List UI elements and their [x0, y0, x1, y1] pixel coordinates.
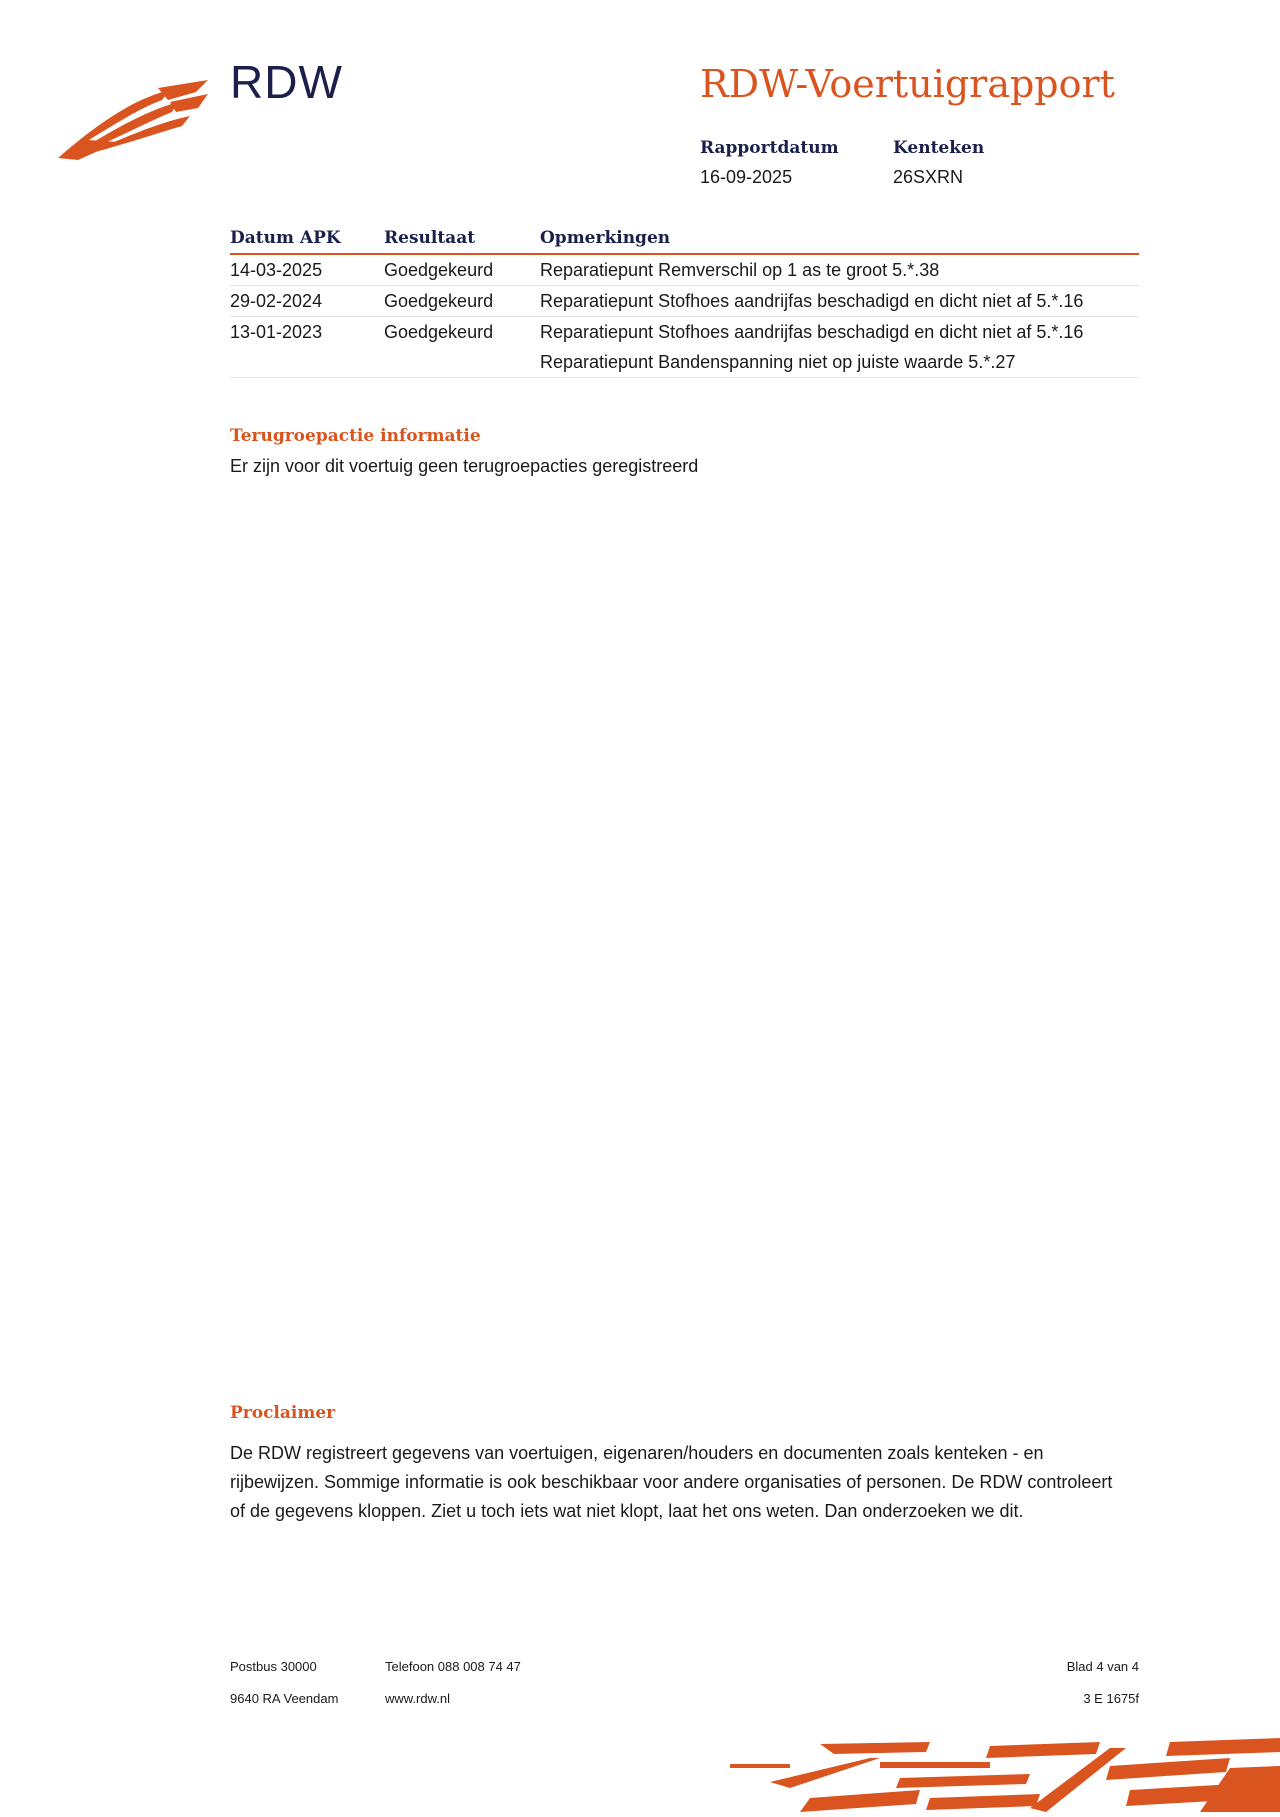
apk-remark-line: Reparatiepunt Stofhoes aandrijfas beschadigd en dicht niet af 5.*.16: [540, 322, 1084, 342]
apk-result: Goedgekeurd: [384, 254, 540, 286]
recall-section-title: Terugroepactie informatie: [230, 426, 481, 446]
footer-web: www.rdw.nl: [385, 1691, 451, 1706]
apk-date: 14-03-2025: [230, 254, 384, 286]
table-row: [230, 317, 1139, 378]
apk-table-header: [230, 224, 1139, 254]
apk-remark-line: Reparatiepunt Bandenspanning niet op juiste waarde 5.*.27: [540, 352, 1016, 372]
decorative-stripes-icon: [730, 1738, 1280, 1817]
proclaimer-title: Proclaimer: [230, 1403, 336, 1423]
apk-result: Goedgekeurd: [384, 286, 540, 317]
rdw-wing-logo-icon: [58, 80, 208, 165]
column-header-result: Resultaat: [384, 224, 540, 254]
recall-text: Er zijn voor dit voertuig geen terugroepacties geregistreerd: [230, 456, 699, 476]
column-header-date: Datum APK: [230, 224, 384, 254]
apk-result: Goedgekeurd: [384, 317, 540, 378]
table-row: [230, 286, 1139, 317]
proclaimer-text: De RDW registreert gegevens van voertuigen, eigenaren/houders en documenten zoals kenteken - en rijbewijzen. Sommige informatie is ook beschikbaar voor andere organisaties of personen. De RDW controleert of de gegevens kloppen. Ziet u toch iets wat niet klopt, laat het ons weten. Dan onderzoeken we dit.: [230, 1443, 1113, 1521]
footer-page-number: Blad 4 van 4: [1066, 1659, 1139, 1674]
apk-date: 13-01-2023: [230, 317, 384, 378]
footer-phone: Telefoon 088 008 74 47: [385, 1659, 521, 1674]
footer-postbus: Postbus 30000: [230, 1659, 317, 1674]
table-row: [230, 254, 1139, 286]
footer-city: 9640 RA Veendam: [230, 1691, 339, 1706]
plate-label: Kenteken: [893, 138, 985, 158]
report-date-label: Rapportdatum: [700, 138, 839, 158]
column-header-remarks: Opmerkingen: [540, 224, 1139, 254]
apk-remarks: Reparatiepunt Stofhoes aandrijfas beschadigd en dicht niet af 5.*.16: [540, 286, 1139, 317]
report-title: RDW-Voertuigrapport: [700, 62, 1115, 106]
apk-remarks: [540, 317, 1139, 378]
report-date-value: 16-09-2025: [700, 167, 793, 187]
plate-value: 26SXRN: [893, 167, 964, 187]
logo-text: RDW: [230, 56, 343, 108]
apk-date: 29-02-2024: [230, 286, 384, 317]
footer-code: 3 E 1675f: [1083, 1691, 1139, 1706]
apk-table: [230, 224, 1139, 378]
apk-remarks: Reparatiepunt Remverschil op 1 as te groot 5.*.38: [540, 254, 1139, 286]
